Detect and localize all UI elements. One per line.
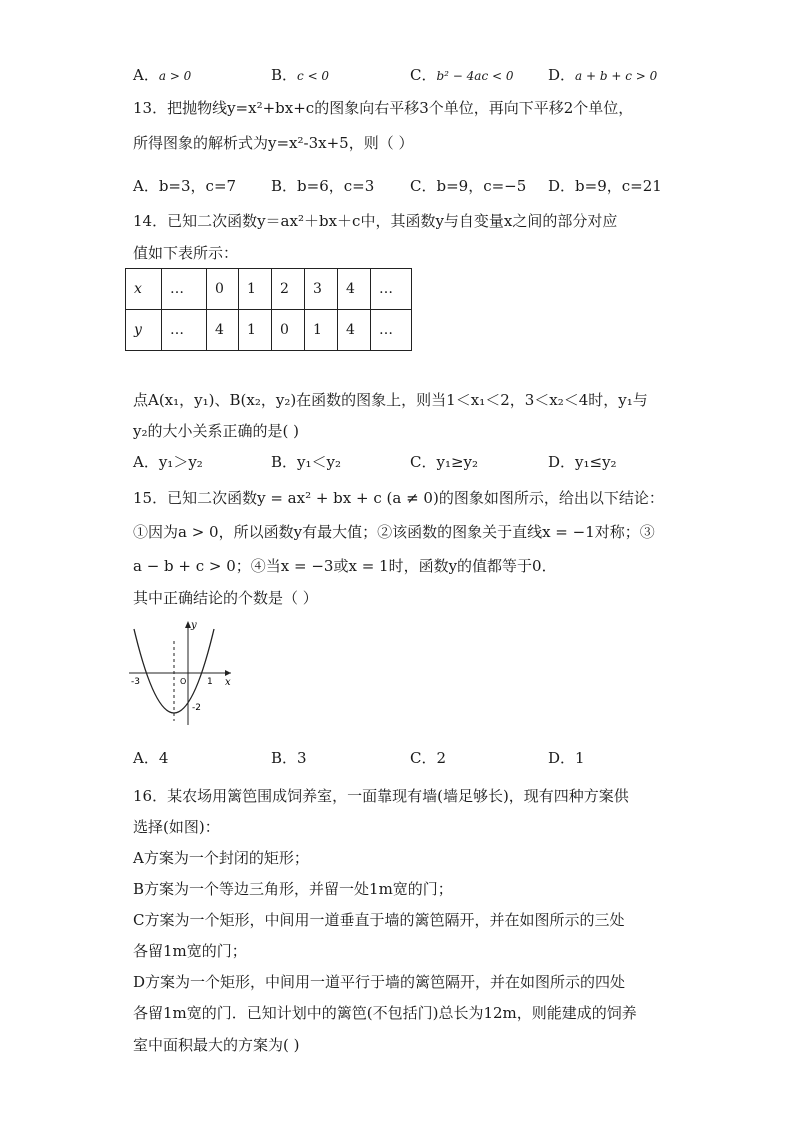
q13-stem-line1: 13．把抛物线y=x²+bx+c的图象向右平移3个单位，再向下平移2个单位， (133, 99, 634, 117)
q13-option-a[interactable]: A．b=3，c=7 (133, 177, 237, 195)
table-cell: x (126, 269, 162, 310)
table-cell: … (162, 269, 207, 310)
q15-option-b[interactable]: B．3 (271, 749, 307, 767)
q14-stem-line2: 值如下表所示： (133, 244, 239, 262)
q16-stem-line3: A方案为一个封闭的矩形； (133, 849, 309, 867)
q15-option-d[interactable]: D．1 (548, 749, 585, 767)
tick-neg2: -2 (192, 703, 201, 713)
table-cell: 4 (338, 269, 371, 310)
table-cell: 1 (239, 269, 272, 310)
q12-option-a[interactable]: A．a > 0 (133, 66, 192, 84)
x-axis-arrow (225, 670, 231, 676)
q16-stem-line5: C方案为一个矩形，中间用一道垂直于墙的篱笆隔开，并在如图所示的三处 (133, 911, 625, 929)
q15-option-a[interactable]: A．4 (133, 749, 169, 767)
q15-stem-line1: 15．已知二次函数y = ax² + bx + c (a ≠ 0)的图象如图所示，给出以下结论： (133, 489, 664, 507)
table-cell: 3 (305, 269, 338, 310)
q12-option-d[interactable]: D．a + b + c > 0 (548, 66, 658, 84)
table-cell: 4 (338, 310, 371, 351)
q16-stem-line4: B方案为一个等边三角形，并留一处1m宽的门； (133, 880, 453, 898)
q16-stem-line1: 16．某农场用篱笆围成饲养室，一面靠现有墙(墙足够长)，现有四种方案供 (133, 787, 629, 805)
q14-option-d[interactable]: D．y₁≤y₂ (548, 453, 617, 471)
q14-options (133, 451, 653, 473)
table-cell: 1 (305, 310, 338, 351)
q15-option-c[interactable]: C．2 (410, 749, 447, 767)
q12-options (133, 64, 658, 86)
q13-options (133, 175, 662, 197)
table-cell: y (126, 310, 162, 351)
q16-stem-line2: 选择(如图)： (133, 818, 220, 836)
q13-option-b[interactable]: B．b=6，c=3 (271, 177, 375, 195)
q14-option-c[interactable]: C．y₁≥y₂ (410, 453, 479, 471)
table-cell: … (162, 310, 207, 351)
q14-stem-line3: 点A(x₁，y₁)、B(x₂，y₂)在函数的图象上，则当1＜x₁＜2，3＜x₂＜4时，y₁与 (133, 391, 648, 409)
q13-option-c[interactable]: C．b=9，c=−5 (410, 177, 527, 195)
q15-stem-line2: ①因为a > 0，所以函数y有最大值；②该函数的图象关于直线x = −1对称；③ (133, 523, 655, 541)
value-table (125, 268, 412, 351)
q14-option-a[interactable]: A．y₁＞y₂ (133, 453, 203, 471)
table-cell: 0 (207, 269, 239, 310)
origin-label: O (180, 677, 187, 686)
table-cell: 2 (272, 269, 305, 310)
q15-stem-line3: a − b + c > 0；④当x = −3或x = 1时，函数y的值都等于0． (133, 557, 557, 575)
q16-stem-line6: 各留1m宽的门； (133, 942, 247, 960)
q14-option-b[interactable]: B．y₁＜y₂ (271, 453, 341, 471)
table-cell: … (371, 269, 412, 310)
tick-1: 1 (207, 677, 213, 687)
q15-stem-line4: 其中正确结论的个数是（ ） (133, 589, 318, 607)
q16-stem-line8: 各留1m宽的门．已知计划中的篱笆(不包括门)总长为12m，则能建成的饲养 (133, 1004, 637, 1022)
table-cell: 0 (272, 310, 305, 351)
q12-option-c[interactable]: C．b² − 4ac < 0 (410, 66, 514, 84)
table-cell: … (371, 310, 412, 351)
x-axis-label: x (225, 677, 231, 688)
q16-stem-line9: 室中面积最大的方案为( ) (133, 1036, 300, 1054)
q14-stem-line1: 14．已知二次函数y＝ax²＋bx＋c中，其函数y与自变量x之间的部分对应 (133, 212, 618, 230)
y-axis-label: y (191, 620, 197, 631)
tick-neg3: -3 (131, 677, 140, 687)
table-row (126, 310, 412, 351)
q15-options (133, 747, 653, 769)
q13-stem-line2: 所得图象的解析式为y=x²-3x+5，则（ ） (133, 134, 414, 152)
table-row (126, 269, 412, 310)
q12-option-b[interactable]: B．c < 0 (271, 66, 330, 84)
table-cell: 1 (239, 310, 272, 351)
table-cell: 4 (207, 310, 239, 351)
q14-stem-line4: y₂的大小关系正确的是( ) (133, 422, 299, 440)
q13-option-d[interactable]: D．b=9，c=21 (548, 177, 662, 195)
q16-stem-line7: D方案为一个矩形，中间用一道平行于墙的篱笆隔开，并在如图所示的四处 (133, 973, 626, 991)
parabola-graph (125, 617, 235, 729)
